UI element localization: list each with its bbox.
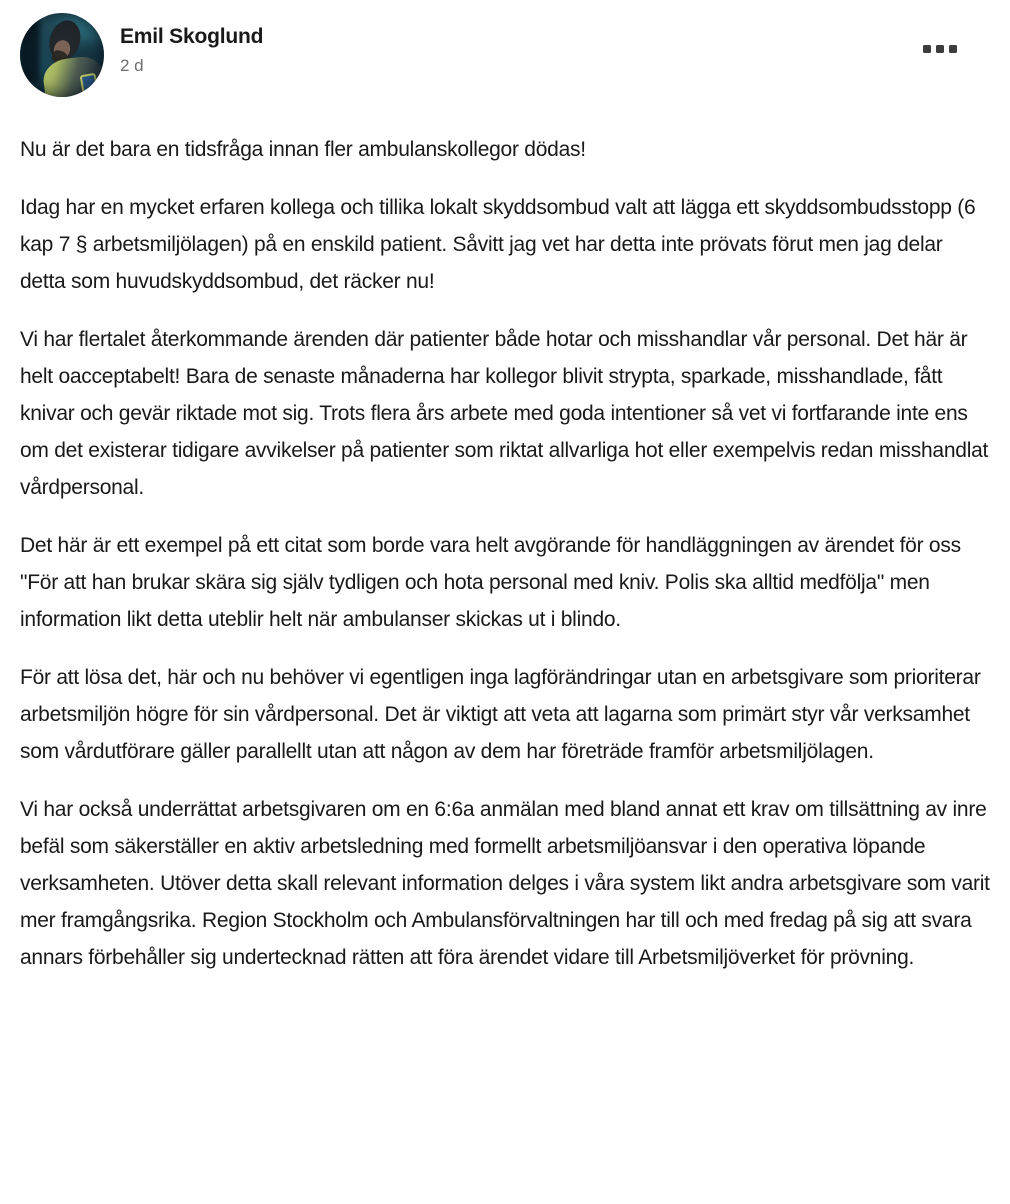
avatar-photo-vignette	[20, 13, 104, 97]
post-body	[20, 131, 992, 976]
post-paragraph: Vi har också underrättat arbetsgivaren om en 6:6a anmälan med bland annat ett krav om tillsättning av inre befäl som säkerställer en aktiv arbetsledning med formellt arbetsmiljöansvar i den operativa löpande verksamheten. Utöver detta skall relevant information delges i våra system likt andra arbetsgivare som varit mer framgångsrika. Region Stockholm och Ambulansförvaltningen har till och med fredag på sig att svara annars förbehåller sig undertecknad rätten att föra ärendet vidare till Arbetsmiljöverket för prövning.	[20, 798, 990, 969]
post-paragraph: Nu är det bara en tidsfråga innan fler ambulanskollegor dödas!	[20, 138, 586, 161]
overflow-menu-dot	[949, 45, 957, 53]
post-paragraph: För att lösa det, här och nu behöver vi egentligen inga lagförändringar utan en arbetsgivare som prioriterar arbetsmiljön högre för sin vårdpersonal. Det är viktigt att veta att lagarna som primärt styr vår verksamhet som vårdutförare gäller parallellt utan att någon av dem har företräde framför arbetsmiljölagen.	[20, 666, 981, 763]
overflow-menu-dot	[936, 45, 944, 53]
author-name[interactable]: Emil Skoglund	[120, 25, 264, 48]
post-paragraph: Vi har flertalet återkommande ärenden där patienter både hotar och misshandlar vår personal. Det här är helt oacceptabelt! Bara de senaste månaderna har kollegor blivit strypta, sparkade, misshandlade, fått knivar och gevär riktade mot sig. Trots flera års arbete med goda intentioner så vet vi fortfarande inte ens om det existerar tidigare avvikelser på patienter som riktat allvarliga hot eller exempelvis redan misshandlat vårdpersonal.	[20, 328, 989, 499]
overflow-menu-icon	[923, 45, 957, 53]
post-paragraph: Det här är ett exempel på ett citat som borde vara helt avgörande för handläggningen av ärendet för oss "För att han brukar skära sig själv tydligen och hota personal med kniv. Polis ska alltid medfölja" men information likt detta uteblir helt när ambulanser skickas ut i blindo.	[20, 534, 961, 631]
post-meta	[120, 13, 263, 75]
avatar[interactable]	[20, 13, 104, 97]
post-header	[20, 13, 990, 97]
overflow-menu-dot	[923, 45, 931, 53]
post-timestamp: 2 d	[120, 56, 144, 75]
post-paragraph: Idag har en mycket erfaren kollega och tillika lokalt skyddsombud valt att lägga ett skyddsombudsstopp (6 kap 7 § arbetsmiljölagen) på en enskild patient. Såvitt jag vet har detta inte prövats förut men jag delar detta som huvudskyddsombud, det räcker nu!	[20, 196, 976, 293]
overflow-menu-button[interactable]	[919, 41, 961, 57]
